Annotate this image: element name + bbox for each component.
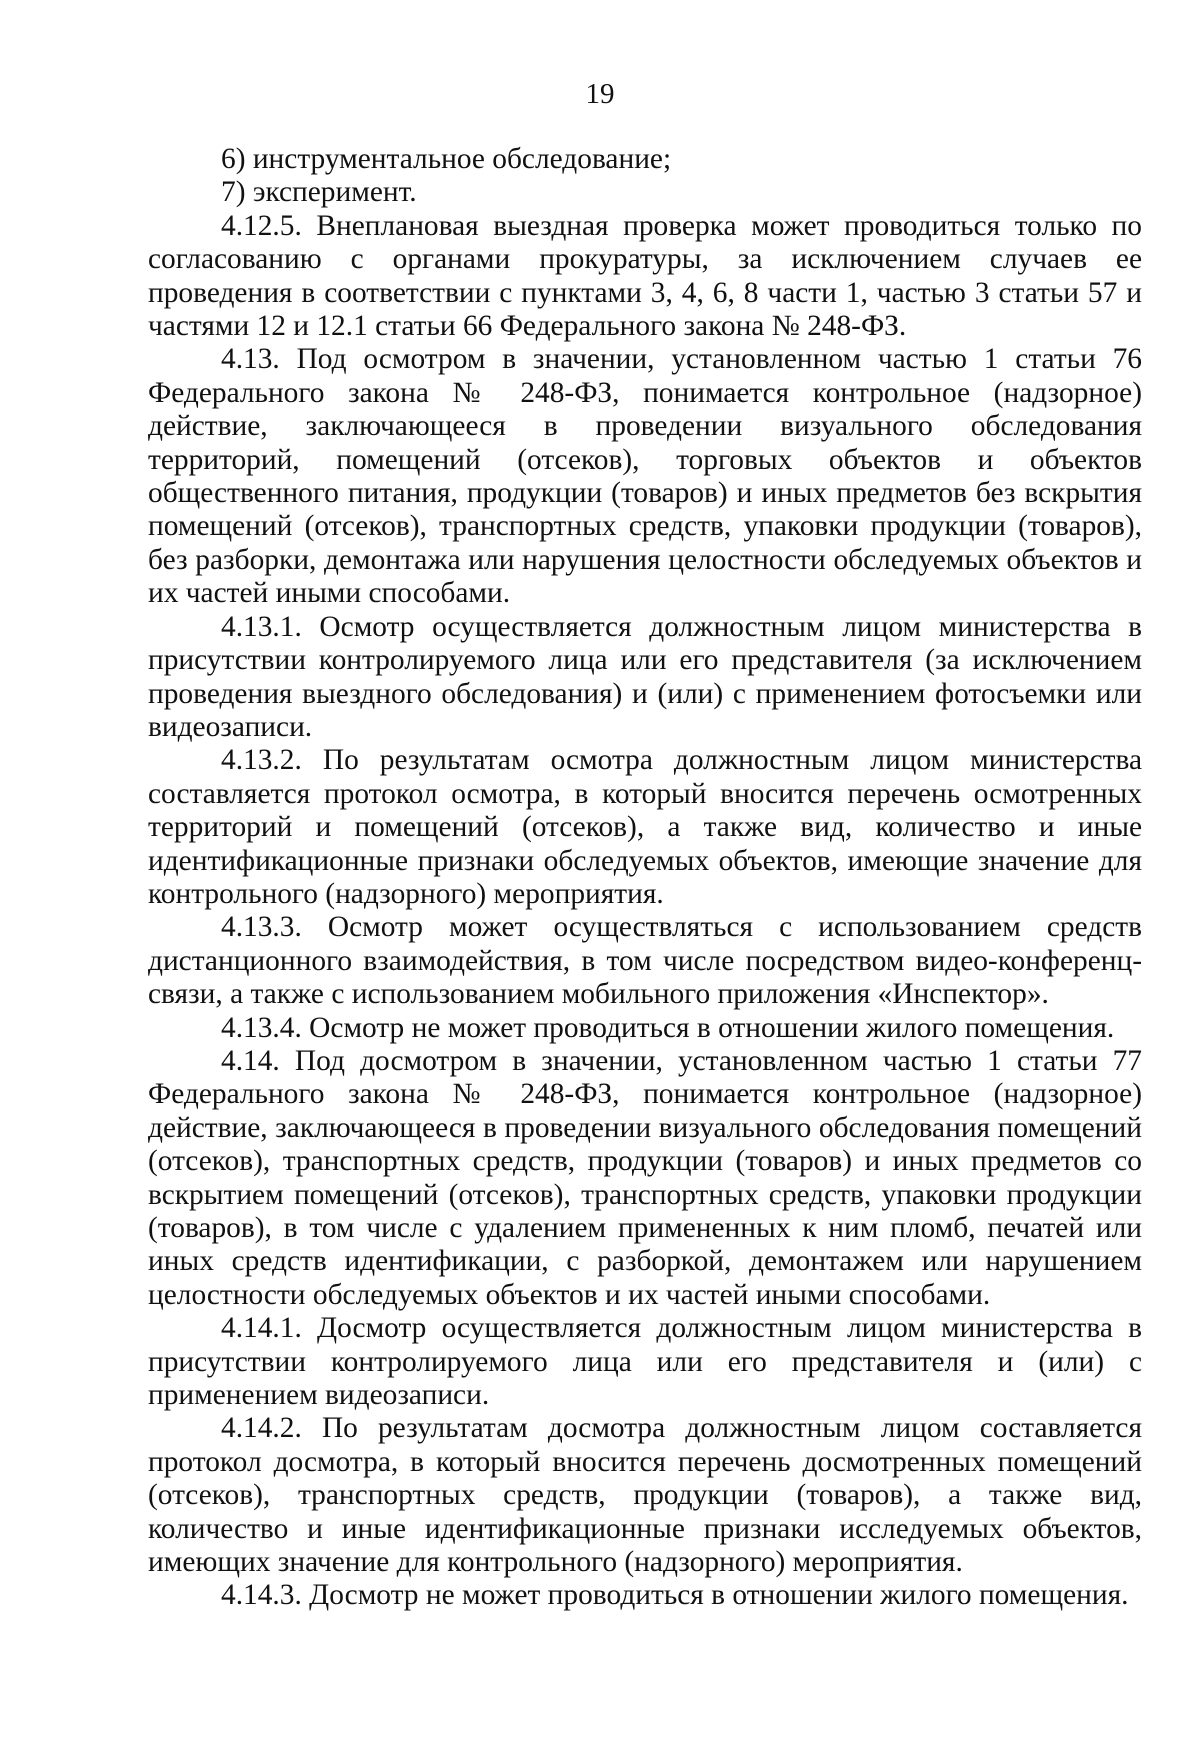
paragraph: 4.14.2. По результатам досмотра должностным лицом составляется протокол досмотра, в который вносится перечень досмотренных помещений (отсеков), транспортных средств, продукции (товаров), а также вид, количество и иные идентификационные признаки исследуемых объектов, имеющих значение для контрольного (надзорного) мероприятия. bbox=[148, 1412, 1142, 1579]
paragraph: 4.12.5. Внеплановая выездная проверка может проводиться только по согласованию с органами прокуратуры, за исключением случаев ее проведения в соответствии с пунктами 3, 4, 6, 8 части 1, частью 3 статьи 57 и частями 12 и 12.1 статьи 66 Федерального закона № 248-ФЗ. bbox=[148, 209, 1142, 343]
document-body bbox=[148, 143, 1142, 1613]
paragraph: 4.13.1. Осмотр осуществляется должностным лицом министерства в присутствии контролируемого лица или его представителя (за исключением проведения выездного обследования) и (или) с применением фотосъемки или видеозаписи. bbox=[148, 610, 1142, 743]
paragraph: 4.14.1. Досмотр осуществляется должностным лицом министерства в присутствии контролируемого лица или его представителя и (или) с применением видеозаписи. bbox=[148, 1312, 1142, 1412]
paragraph: 7) эксперимент. bbox=[221, 176, 417, 209]
paragraph: 4.14. Под досмотром в значении, установленном частью 1 статьи 77 Федерального закона № 248-ФЗ, понимается контрольное (надзорное) действие, заключающееся в проведении визуального обследования помещений (отсеков), транспортных средств, продукции (товаров) и иных предметов со вскрытием помещений (отсеков), транспортных средств, упаковки продукции (товаров), в том числе с удалением примененных к ним пломб, печатей или иных средств идентификации, с разборкой, демонтажем или нарушением целостности обследуемых объектов и их частей иными способами. bbox=[148, 1044, 1142, 1311]
paragraph: 4.13.4. Осмотр не может проводиться в отношении жилого помещения. bbox=[221, 1011, 1115, 1044]
paragraph: 4.13.2. По результатам осмотра должностным лицом министерства составляется протокол осмотра, в который вносится перечень осмотренных территорий и помещений (отсеков), а также вид, количество и иные идентификационные признаки обследуемых объектов, имеющие значение для контрольного (надзорного) мероприятия. bbox=[148, 744, 1142, 910]
paragraph: 4.13.3. Осмотр может осуществляться с использованием средств дистанционного взаимодействия, в том числе посредством видео-конференц-связи, а также с использованием мобильного приложения «Инспектор». bbox=[148, 911, 1142, 1011]
page-number: 19 bbox=[585, 78, 615, 110]
paragraph: 4.14.3. Досмотр не может проводиться в отношении жилого помещения. bbox=[221, 1579, 1129, 1612]
paragraph: 4.13. Под осмотром в значении, установленном частью 1 статьи 76 Федерального закона № 248-ФЗ, понимается контрольное (надзорное) действие, заключающееся в проведении визуального обследования территорий, помещений (отсеков), торговых объектов и объектов общественного питания, продукции (товаров) и иных предметов без вскрытия помещений (отсеков), транспортных средств, упаковки продукции (товаров), без разборки, демонтажа или нарушения целостности обследуемых объектов и их частей иными способами. bbox=[148, 343, 1142, 610]
paragraph: 6) инструментальное обследование; bbox=[221, 143, 672, 175]
